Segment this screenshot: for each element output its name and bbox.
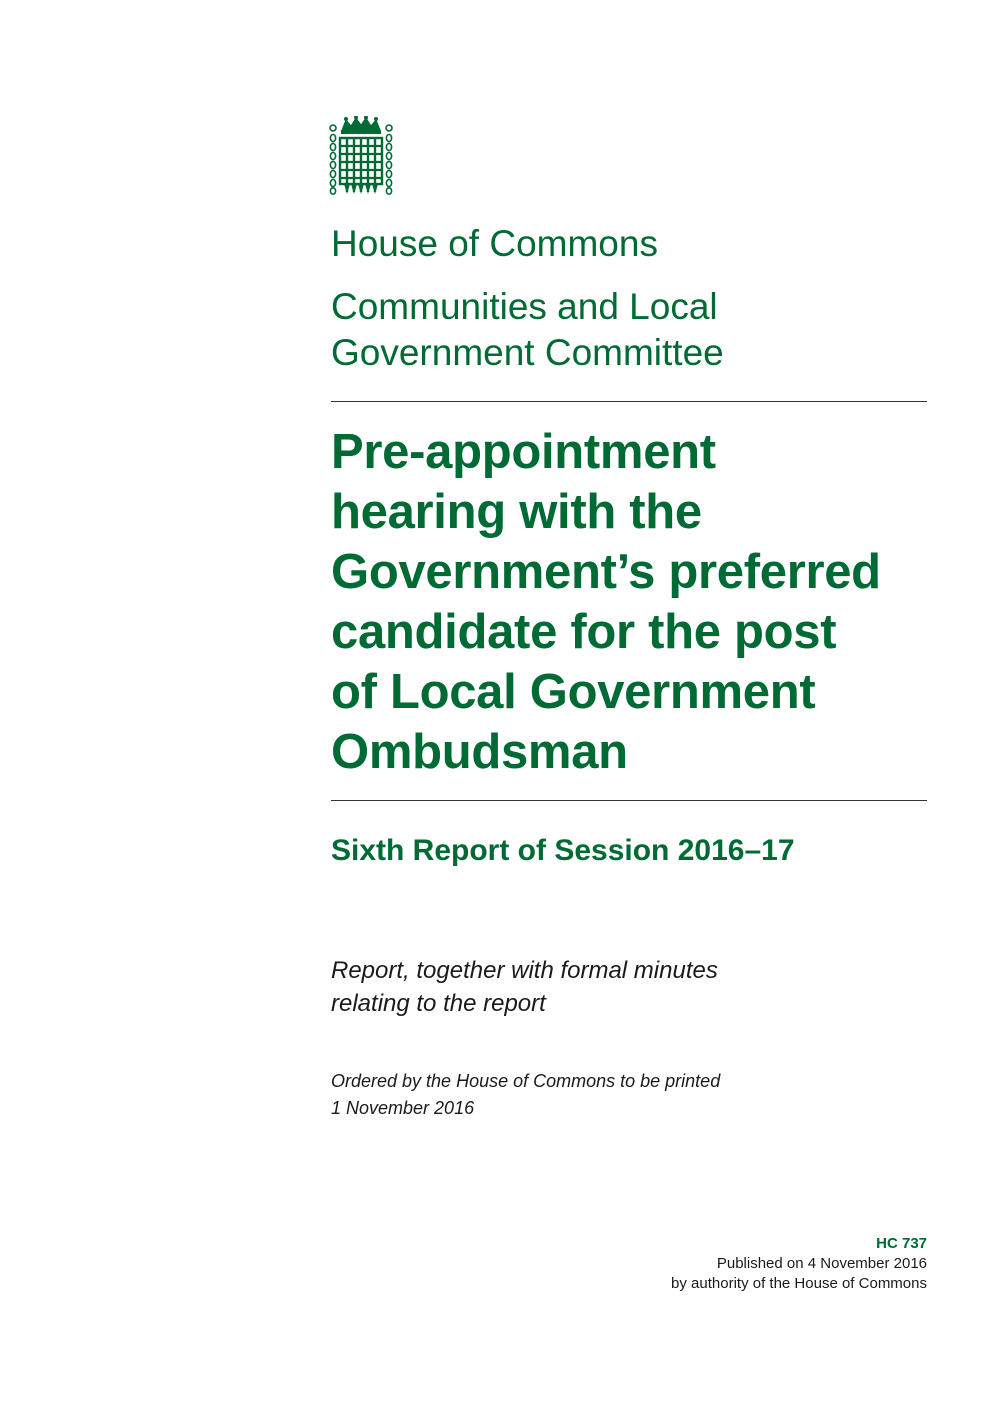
report-title-line: Ombudsman <box>331 725 628 779</box>
report-subtitle-line: Report, together with formal minutes <box>331 957 718 984</box>
house-name: House of Commons <box>331 223 658 264</box>
report-title-line: Government’s preferred <box>331 545 881 599</box>
report-title-line: candidate for the post <box>331 605 837 659</box>
portcullis-icon <box>328 116 394 196</box>
printing-order-date: 1 November 2016 <box>331 1098 475 1118</box>
report-title <box>331 422 931 782</box>
divider-bottom <box>331 800 927 801</box>
divider-top <box>331 401 927 402</box>
publication-authority: by authority of the House of Commons <box>671 1275 927 1292</box>
publication-info <box>671 1234 927 1294</box>
committee-name-line: Communities and Local <box>331 286 718 327</box>
hc-number: HC 737 <box>876 1235 927 1252</box>
printing-order-line: Ordered by the House of Commons to be printed <box>331 1071 721 1091</box>
report-title-line: of Local Government <box>331 665 816 719</box>
printing-order <box>331 1068 851 1122</box>
report-title-line: hearing with the <box>331 485 702 539</box>
published-date: Published on 4 November 2016 <box>716 1255 927 1272</box>
report-title-line: Pre-appointment <box>331 425 716 479</box>
report-subtitle <box>331 954 871 1020</box>
committee-name <box>331 284 911 376</box>
committee-name-line: Government Committee <box>331 332 724 373</box>
session-label: Sixth Report of Session 2016–17 <box>331 834 795 867</box>
report-subtitle-line: relating to the report <box>331 990 546 1017</box>
